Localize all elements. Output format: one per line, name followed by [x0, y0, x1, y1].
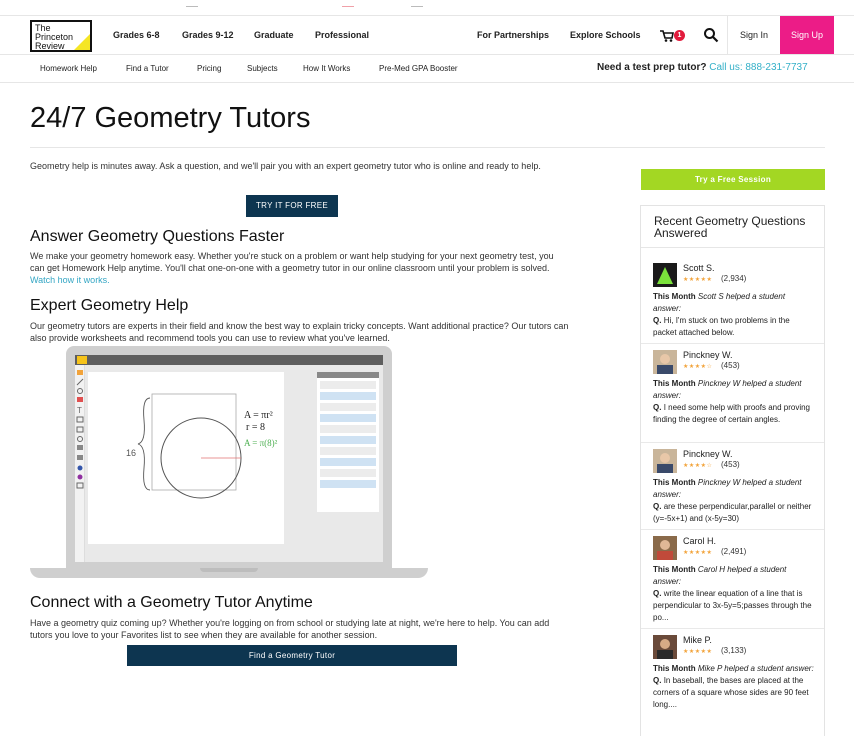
- subnav-find-a-tutor[interactable]: Find a Tutor: [126, 64, 169, 73]
- cart-button[interactable]: [660, 28, 686, 44]
- question-body: This Month Mike P helped a student answer: Q. In baseball, the bases are placed at the corners of a square whose sides are 90 feet long....: [653, 664, 814, 709]
- section-text-answer-faster: We make your geometry homework easy. Whether you're stuck on a problem or want help studying for your next geometry test, you can get Homework Help anytime. You'll chat one-on-one with a geometry tutor in our online classroom until your problem is solved. Watch how it works.: [30, 251, 554, 285]
- classroom-chat-panel: [317, 372, 379, 512]
- person-avatar: [653, 449, 677, 473]
- tutor-name[interactable]: Mike P.: [683, 635, 712, 645]
- try-free-session-button[interactable]: Try a Free Session: [641, 169, 825, 190]
- rating-count: (2,934): [721, 274, 747, 283]
- question-body: This Month Carol H helped a student answer: Q. write the linear equation of a line that is perpendicular to 3x-5y=5;passes through the po...: [653, 565, 812, 622]
- online-classroom-screen: [75, 355, 383, 562]
- side-label: 16: [126, 448, 137, 458]
- call-us-link[interactable]: Call us: 888-231-7737: [709, 62, 808, 73]
- need-tutor-text: Need a test prep tutor?: [597, 62, 707, 73]
- circle-diagram: [88, 372, 284, 544]
- subnav-pricing[interactable]: Pricing: [197, 64, 222, 73]
- question-body: This Month Pinckney W helped a student answer: Q. I need some help with proofs and proving finding the degree of certain angles.: [653, 379, 810, 424]
- person-avatar: [653, 536, 677, 560]
- recent-questions-panel: [640, 205, 825, 736]
- intro-text: Geometry help is minutes away. Ask a question, and we'll pair you with an expert geometry tutor who is online and ready to help.: [30, 161, 541, 171]
- subnav-homework-help[interactable]: Homework Help: [40, 64, 97, 73]
- nav-explore-schools[interactable]: Explore Schools: [570, 30, 641, 40]
- rating-count: (3,133): [721, 646, 747, 655]
- nav-grades-9-12[interactable]: Grades 9-12: [182, 30, 234, 40]
- sign-in-link[interactable]: Sign In: [727, 16, 780, 54]
- area-formula: A = πr²: [244, 410, 273, 421]
- sign-up-button[interactable]: Sign Up: [780, 16, 834, 54]
- princeton-review-logo[interactable]: The Princeton Review: [30, 20, 92, 52]
- logo-triangle: [74, 34, 90, 50]
- rating-stars: ★★★★☆: [683, 364, 713, 370]
- rating-count: (453): [721, 460, 740, 469]
- section-heading-answer-faster: Answer Geometry Questions Faster: [30, 228, 285, 245]
- rating-count: (453): [721, 361, 740, 370]
- try-it-free-button[interactable]: TRY IT FOR FREE: [246, 195, 338, 217]
- test-prep-callout: [597, 62, 808, 73]
- question-body: This Month Pinckney W helped a student answer: Q. are these perpendicular,parallel or neither (y=-5x+1) and (x-5y=30): [653, 478, 812, 523]
- search-icon: [703, 27, 719, 43]
- classroom-logo-icon: [77, 356, 87, 364]
- svg-text:T: T: [77, 406, 82, 415]
- nav-professional[interactable]: Professional: [315, 30, 370, 40]
- section-text-expert-help: Our geometry tutors are experts in their field and know the best way to explain tricky concepts. Want additional practice? Our tutors can also provide worksheets and recommend tools you can use to review what you've learned.: [30, 321, 569, 343]
- subnav-how-it-works[interactable]: How It Works: [303, 64, 351, 73]
- person-avatar: [653, 635, 677, 659]
- classroom-laptop-image: [30, 346, 428, 582]
- classroom-toolbar: [75, 355, 383, 365]
- drawing-tools-strip: [75, 365, 85, 562]
- cart-count-badge: 1: [674, 30, 685, 41]
- sub-nav: [0, 56, 854, 83]
- laptop-lip: [200, 568, 258, 572]
- drawing-tools-icons: [75, 365, 85, 505]
- whiteboard-canvas: [88, 372, 284, 544]
- rating-count: (2,491): [721, 547, 747, 556]
- person-avatar: [653, 350, 677, 374]
- section-text-connect: Have a geometry quiz coming up? Whether you're logging on from school or studying late at night, we're here to help. You can add tutors you love to your Favorites list to see when they are available for another session.: [30, 618, 550, 640]
- rating-stars: ★★★★★: [683, 649, 713, 655]
- rating-stars: ★★★★☆: [683, 463, 713, 469]
- tutor-name[interactable]: Scott S.: [683, 263, 715, 273]
- nav-graduate[interactable]: Graduate: [254, 30, 294, 40]
- radius-value: r = 8: [246, 422, 265, 433]
- page-title: 24/7 Geometry Tutors: [30, 102, 311, 134]
- watch-how-it-works-link[interactable]: Watch how it works.: [30, 275, 110, 285]
- section-heading-connect: Connect with a Geometry Tutor Anytime: [30, 594, 313, 611]
- section-heading-expert-help: Expert Geometry Help: [30, 297, 189, 314]
- subnav-pre-med-gpa-booster[interactable]: Pre-Med GPA Booster: [379, 64, 458, 73]
- question-body: This Month Scott S helped a student answer: Q. Hi, I'm stuck on two problems in the packet attached below.: [653, 292, 790, 337]
- tutor-name[interactable]: Pinckney W.: [683, 449, 733, 459]
- nav-grades-6-8[interactable]: Grades 6-8: [113, 30, 160, 40]
- tutor-name[interactable]: Carol H.: [683, 536, 717, 546]
- cart-icon: [660, 29, 674, 43]
- subnav-subjects[interactable]: Subjects: [247, 64, 278, 73]
- tutor-name[interactable]: Pinckney W.: [683, 350, 733, 360]
- title-divider: [30, 147, 825, 148]
- rating-stars: ★★★★★: [683, 550, 713, 556]
- green-answer: A = π(8)²: [244, 438, 278, 448]
- laptop-screen-bezel: [66, 346, 392, 568]
- nav-for-partnerships[interactable]: For Partnerships: [477, 30, 550, 40]
- search-button[interactable]: [703, 27, 721, 45]
- green-triangle-avatar: [653, 263, 677, 287]
- find-geometry-tutor-button[interactable]: Find a Geometry Tutor: [127, 645, 457, 666]
- rating-stars: ★★★★★: [683, 277, 713, 283]
- site-header: [0, 15, 854, 55]
- top-strip: [0, 0, 854, 14]
- recent-questions-title: Recent Geometry Questions Answered: [654, 214, 806, 240]
